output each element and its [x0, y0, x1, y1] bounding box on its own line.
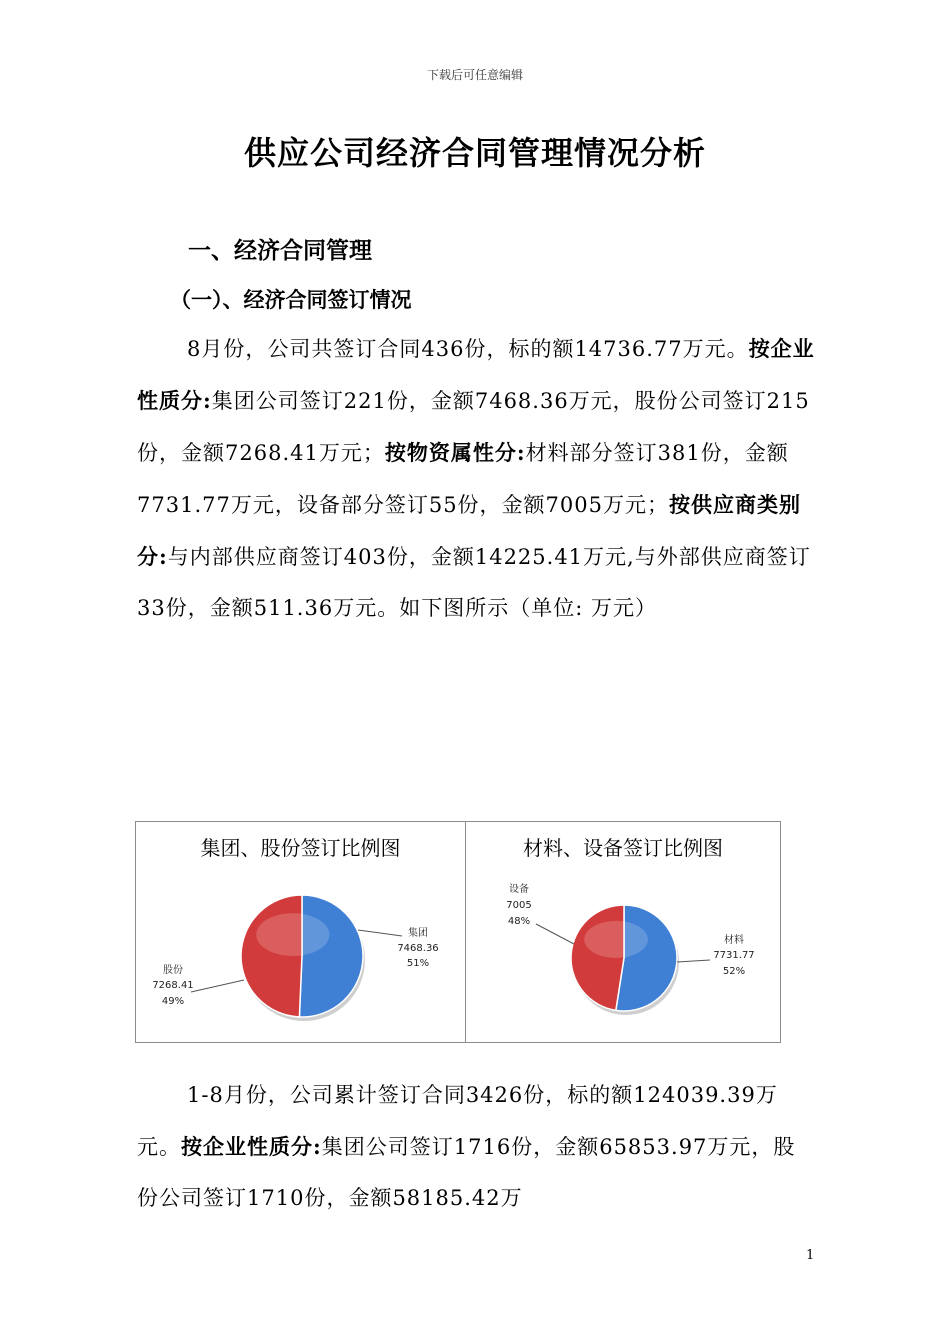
pie-chart-svg [466, 822, 780, 1042]
chart-title: 集团、股份签订比例图 [200, 836, 401, 860]
slice-percent: 51% [406, 958, 430, 969]
paragraph-august-contracts [137, 323, 817, 634]
leader-line [358, 930, 402, 936]
slice-value: 7268.41 [152, 980, 194, 991]
leader-line [536, 924, 574, 944]
slice-label: 集团 [408, 928, 428, 939]
text-run: 8月份，公司共签订合同436份，标的额14736.77万元。 [187, 337, 749, 361]
bold-run: 按企业性质分: [181, 1134, 322, 1159]
slice-label: 材料 [724, 935, 744, 946]
subsection-heading: （一）、经济合同签订情况 [170, 287, 412, 312]
pie-highlight [584, 921, 648, 958]
paragraph-ytd-contracts [137, 1070, 817, 1224]
text-run: 集团公司签订1716份，金额65853.97万元，股份公司签订1710份，金额58185.42万 [137, 1135, 796, 1210]
chart-group-share [136, 822, 466, 1042]
leader-line [191, 980, 244, 992]
pie-slice-集团 [299, 895, 363, 1017]
bold-run: 按供应商类别分: [137, 492, 802, 569]
page-number: 1 [806, 1248, 815, 1263]
slice-label: 股份 [163, 965, 183, 976]
leader-line [677, 960, 710, 962]
slice-label: 设备 [509, 884, 529, 895]
text-run: 1-8月份，公司累计签订合同3426份，标的额124039.39万元。 [137, 1083, 778, 1159]
slice-percent: 48% [507, 916, 531, 927]
section-heading: 一、经济合同管理 [188, 237, 372, 264]
text-run: 与内部供应商签订403份，金额14225.41万元,与外部供应商签订33份，金额511.36万元。如下图所示（单位: 万元） [137, 545, 811, 620]
pie-slices [571, 905, 679, 1015]
slice-value: 7731.77 [713, 950, 755, 961]
header-note: 下载后可任意编辑 [426, 68, 523, 82]
slice-percent: 49% [161, 996, 185, 1007]
document-title: 供应公司经济合同管理情况分析 [243, 134, 706, 172]
text-run: 集团公司签订221份，金额7468.36万元，股份公司签订215份，金额7268.41万元； [137, 389, 810, 465]
chart-title: 材料、设备签订比例图 [523, 836, 723, 860]
pie-chart-svg [136, 822, 465, 1042]
chart-material-share [466, 822, 780, 1042]
slice-value: 7468.36 [397, 943, 439, 954]
pie-charts-panel [135, 821, 781, 1043]
bold-run: 按企业性质分: [137, 336, 815, 413]
bold-run: 按物资属性分: [384, 440, 526, 465]
text-run: 材料部分签订381份，金额7731.77万元，设备部分签订55份，金额7005万元； [137, 441, 789, 517]
pie-slices [241, 895, 365, 1021]
slice-percent: 52% [722, 966, 746, 977]
pie-highlight [256, 913, 329, 956]
slice-value: 7005 [506, 900, 532, 911]
pie-slice-材料 [616, 905, 677, 1011]
